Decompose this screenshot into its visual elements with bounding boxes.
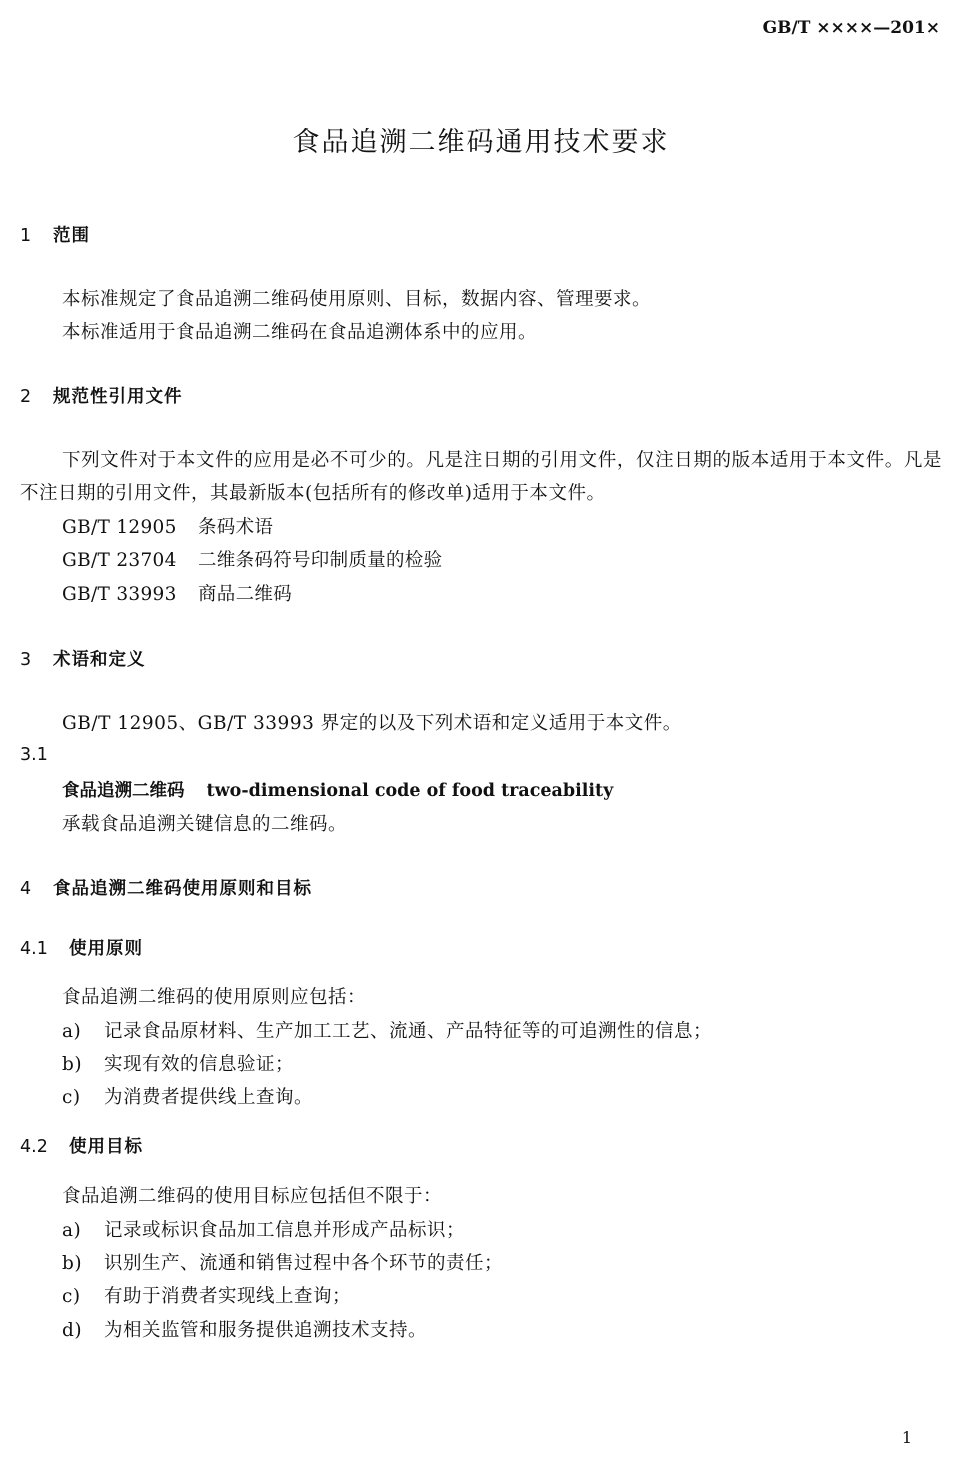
list-text: 为消费者提供线上查询。 [104, 1087, 314, 1108]
list-marker: c) [62, 1286, 81, 1307]
reference-code: GB/T 23704 [62, 550, 177, 571]
list-text: 记录或标识食品加工信息并形成产品标识； [104, 1220, 466, 1241]
section-title: 食品追溯二维码使用原则和目标 [53, 879, 312, 899]
paragraph: 食品追溯二维码的使用原则应包括： [62, 987, 367, 1008]
section-3-heading [20, 646, 146, 671]
paragraph: 本标准规定了食品追溯二维码使用原则、目标，数据内容、管理要求。 [62, 289, 652, 310]
paragraph: 下列文件对于本文件的应用是必不可少的。凡是注日期的引用文件，仅注日期的版本适用于本文件。凡是不注日期的引用文件，其最新版本(包括所有的修改单)适用于本文件。 [20, 450, 942, 504]
reference-code: GB/T 33993 [62, 584, 177, 605]
subsection-4-2-heading [20, 1133, 143, 1158]
list-text: 记录食品原材料、生产加工工艺、流通、产品特征等的可追溯性的信息； [104, 1021, 713, 1042]
list-item [62, 1316, 427, 1342]
section-title: 规范性引用文件 [53, 387, 183, 407]
subsection-number: 4.2 [20, 1137, 48, 1157]
list-item [62, 1249, 503, 1275]
paragraph: 食品追溯二维码的使用目标应包括但不限于： [62, 1186, 443, 1207]
section-title: 术语和定义 [53, 650, 146, 670]
list-item [62, 1083, 313, 1109]
term-english: two-dimensional code of food traceability [206, 781, 614, 801]
list-marker: a) [62, 1021, 82, 1042]
section-4-heading [20, 875, 312, 900]
reference-item [62, 546, 442, 572]
list-text: 为相关监管和服务提供追溯技术支持。 [104, 1320, 428, 1341]
section-number: 2 [20, 387, 33, 407]
list-item [62, 1017, 712, 1043]
section-number: 4 [20, 879, 33, 899]
section-1-heading [20, 222, 90, 247]
list-marker: c) [62, 1087, 81, 1108]
list-item [62, 1216, 465, 1242]
list-text: 实现有效的信息验证； [104, 1054, 295, 1075]
list-marker: a) [62, 1220, 82, 1241]
subsection-title: 使用目标 [69, 1137, 143, 1157]
document-title: 食品追溯二维码通用技术要求 [292, 127, 670, 158]
section-2-heading [20, 383, 183, 408]
list-marker: b) [62, 1253, 83, 1274]
section-number: 1 [20, 226, 33, 246]
section-title: 范围 [53, 226, 90, 246]
reference-title: 商品二维码 [198, 584, 293, 605]
list-item [62, 1050, 294, 1076]
reference-code: GB/T 12905 [62, 517, 177, 538]
term-chinese: 食品追溯二维码 [62, 781, 185, 801]
subsection-number: 4.1 [20, 939, 48, 959]
paragraph: GB/T 12905、GB/T 33993 界定的以及下列术语和定义适用于本文件。 [62, 713, 682, 734]
term-definition: 承载食品追溯关键信息的二维码。 [62, 814, 348, 835]
reference-item [62, 580, 292, 606]
term-entry [62, 777, 613, 802]
reference-title: 条码术语 [198, 517, 274, 538]
reference-item [62, 513, 273, 539]
page-number: 1 [901, 1428, 912, 1447]
list-marker: d) [62, 1320, 83, 1341]
subsection-4-1-heading [20, 935, 143, 960]
paragraph: 本标准适用于食品追溯二维码在食品追溯体系中的应用。 [62, 322, 538, 343]
reference-title: 二维条码符号印制质量的检验 [198, 550, 443, 571]
list-text: 有助于消费者实现线上查询； [104, 1286, 352, 1307]
section-number: 3 [20, 650, 33, 670]
list-text: 识别生产、流通和销售过程中各个环节的责任； [104, 1253, 504, 1274]
list-item [62, 1282, 351, 1308]
list-marker: b) [62, 1054, 83, 1075]
subsection-title: 使用原则 [69, 939, 143, 959]
standard-number: GB/T ××××—201× [762, 18, 940, 38]
clause-number: 3.1 [20, 745, 48, 765]
